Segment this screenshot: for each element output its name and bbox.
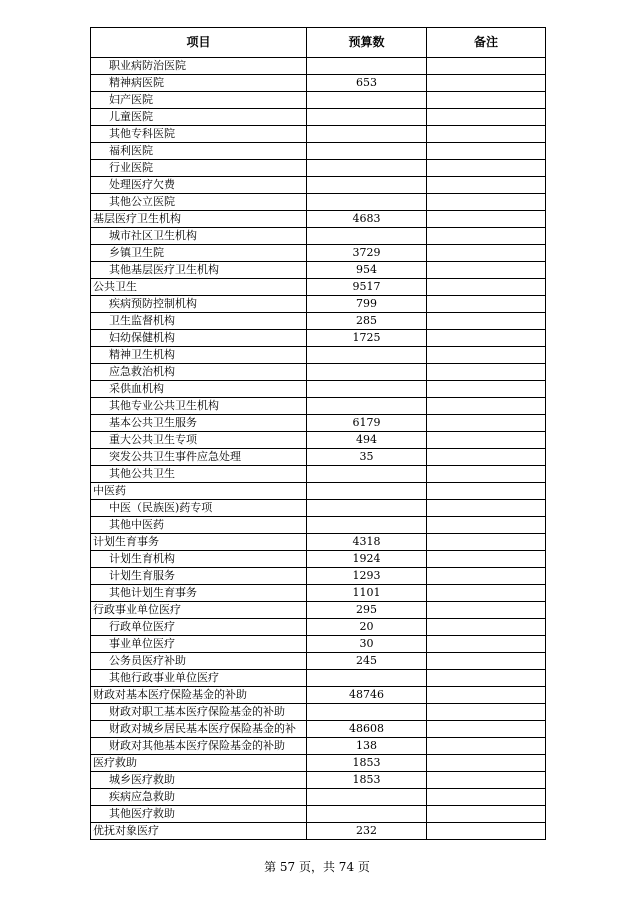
table-row (91, 160, 546, 177)
table-row (91, 619, 546, 636)
row-amount (307, 126, 427, 143)
row-amount (307, 160, 427, 177)
row-item-name: 其他公共卫生 (91, 466, 307, 483)
table-row (91, 313, 546, 330)
row-item-name: 财政对职工基本医疗保险基金的补助 (91, 704, 307, 721)
row-amount (307, 364, 427, 381)
row-amount (307, 704, 427, 721)
table-row (91, 211, 546, 228)
row-item-name: 疾病应急救助 (91, 789, 307, 806)
table-header-row (91, 28, 546, 58)
table-row (91, 364, 546, 381)
table-row (91, 721, 546, 738)
row-item-name: 行政单位医疗 (91, 619, 307, 636)
table-row (91, 772, 546, 789)
row-note (427, 466, 546, 483)
row-amount: 295 (307, 602, 427, 619)
table-body (91, 58, 546, 840)
row-item-name: 其他医疗救助 (91, 806, 307, 823)
table-row (91, 381, 546, 398)
row-note (427, 500, 546, 517)
table-row (91, 585, 546, 602)
table-row (91, 466, 546, 483)
row-note (427, 92, 546, 109)
table-row (91, 194, 546, 211)
row-note (427, 313, 546, 330)
row-item-name: 疾病预防控制机构 (91, 296, 307, 313)
row-note (427, 143, 546, 160)
row-item-name: 事业单位医疗 (91, 636, 307, 653)
row-item-name: 财政对城乡居民基本医疗保险基金的补 (91, 721, 307, 738)
row-amount: 4318 (307, 534, 427, 551)
row-item-name: 基层医疗卫生机构 (91, 211, 307, 228)
row-item-name: 中医（民族医)药专项 (91, 500, 307, 517)
table-row (91, 755, 546, 772)
row-note (427, 585, 546, 602)
row-note (427, 364, 546, 381)
row-item-name: 城乡医疗救助 (91, 772, 307, 789)
row-note (427, 687, 546, 704)
row-amount: 138 (307, 738, 427, 755)
table-row (91, 75, 546, 92)
row-item-name: 其他公立医院 (91, 194, 307, 211)
row-amount: 1924 (307, 551, 427, 568)
table-row (91, 806, 546, 823)
table-row (91, 789, 546, 806)
row-item-name: 基本公共卫生服务 (91, 415, 307, 432)
table-row (91, 92, 546, 109)
row-note (427, 279, 546, 296)
table-row (91, 109, 546, 126)
row-amount (307, 500, 427, 517)
row-amount: 1725 (307, 330, 427, 347)
budget-table (90, 27, 546, 840)
table-row (91, 653, 546, 670)
row-item-name: 优抚对象医疗 (91, 823, 307, 840)
row-amount (307, 92, 427, 109)
row-note (427, 755, 546, 772)
row-amount: 285 (307, 313, 427, 330)
row-note (427, 602, 546, 619)
row-item-name: 突发公共卫生事件应急处理 (91, 449, 307, 466)
row-item-name: 精神卫生机构 (91, 347, 307, 364)
row-amount (307, 806, 427, 823)
row-amount (307, 670, 427, 687)
row-item-name: 乡镇卫生院 (91, 245, 307, 262)
table-row (91, 262, 546, 279)
row-item-name: 其他中医药 (91, 517, 307, 534)
table-row (91, 500, 546, 517)
row-amount: 1853 (307, 755, 427, 772)
row-amount (307, 177, 427, 194)
row-note (427, 483, 546, 500)
row-item-name: 公务员医疗补助 (91, 653, 307, 670)
table-row (91, 432, 546, 449)
table-row (91, 687, 546, 704)
row-amount (307, 381, 427, 398)
row-note (427, 262, 546, 279)
row-note (427, 534, 546, 551)
row-item-name: 其他计划生育事务 (91, 585, 307, 602)
row-amount (307, 789, 427, 806)
row-amount (307, 517, 427, 534)
table-row (91, 534, 546, 551)
row-amount (307, 466, 427, 483)
table-row (91, 177, 546, 194)
row-amount (307, 109, 427, 126)
row-item-name: 计划生育事务 (91, 534, 307, 551)
row-item-name: 计划生育机构 (91, 551, 307, 568)
table-row (91, 568, 546, 585)
row-item-name: 中医药 (91, 483, 307, 500)
row-amount: 6179 (307, 415, 427, 432)
row-amount: 9517 (307, 279, 427, 296)
row-note (427, 228, 546, 245)
row-note (427, 721, 546, 738)
row-note (427, 381, 546, 398)
row-amount: 4683 (307, 211, 427, 228)
row-amount: 48608 (307, 721, 427, 738)
row-note (427, 551, 546, 568)
row-amount: 20 (307, 619, 427, 636)
table-row (91, 551, 546, 568)
row-item-name: 城市社区卫生机构 (91, 228, 307, 245)
row-note (427, 653, 546, 670)
row-item-name: 采供血机构 (91, 381, 307, 398)
row-item-name: 精神病医院 (91, 75, 307, 92)
table-row (91, 602, 546, 619)
table-row (91, 347, 546, 364)
row-amount: 35 (307, 449, 427, 466)
row-note (427, 670, 546, 687)
table-row (91, 126, 546, 143)
row-item-name: 财政对基本医疗保险基金的补助 (91, 687, 307, 704)
row-note (427, 245, 546, 262)
row-note (427, 806, 546, 823)
row-item-name: 医疗救助 (91, 755, 307, 772)
table-row (91, 228, 546, 245)
row-note (427, 415, 546, 432)
row-amount (307, 483, 427, 500)
row-item-name: 妇幼保健机构 (91, 330, 307, 347)
row-item-name: 职业病防治医院 (91, 58, 307, 75)
row-item-name: 应急救治机构 (91, 364, 307, 381)
row-note (427, 58, 546, 75)
table-row (91, 296, 546, 313)
row-item-name: 福利医院 (91, 143, 307, 160)
row-item-name: 计划生育服务 (91, 568, 307, 585)
row-amount: 232 (307, 823, 427, 840)
row-note (427, 177, 546, 194)
row-amount (307, 228, 427, 245)
row-note (427, 823, 546, 840)
row-note (427, 194, 546, 211)
row-amount: 245 (307, 653, 427, 670)
table-row (91, 823, 546, 840)
table-row (91, 670, 546, 687)
row-amount (307, 58, 427, 75)
row-note (427, 738, 546, 755)
row-note (427, 636, 546, 653)
row-note (427, 432, 546, 449)
row-note (427, 517, 546, 534)
row-note (427, 619, 546, 636)
row-note (427, 347, 546, 364)
row-note (427, 109, 546, 126)
table-row (91, 143, 546, 160)
row-note (427, 160, 546, 177)
row-item-name: 妇产医院 (91, 92, 307, 109)
row-amount (307, 398, 427, 415)
table-row (91, 398, 546, 415)
row-amount: 954 (307, 262, 427, 279)
row-amount: 799 (307, 296, 427, 313)
page-number: 第 57 页，共 74 页 (264, 860, 370, 874)
row-amount: 3729 (307, 245, 427, 262)
row-item-name: 财政对其他基本医疗保险基金的补助 (91, 738, 307, 755)
row-item-name: 其他行政事业单位医疗 (91, 670, 307, 687)
table-row (91, 704, 546, 721)
row-note (427, 330, 546, 347)
table-row (91, 449, 546, 466)
row-amount: 1293 (307, 568, 427, 585)
row-item-name: 处理医疗欠费 (91, 177, 307, 194)
table-row (91, 58, 546, 75)
row-note (427, 126, 546, 143)
row-note (427, 296, 546, 313)
row-amount (307, 194, 427, 211)
row-item-name: 行业医院 (91, 160, 307, 177)
row-note (427, 704, 546, 721)
table-row (91, 279, 546, 296)
table-row (91, 517, 546, 534)
row-item-name: 其他专科医院 (91, 126, 307, 143)
row-item-name: 其他基层医疗卫生机构 (91, 262, 307, 279)
row-amount: 48746 (307, 687, 427, 704)
table-row (91, 738, 546, 755)
table-row (91, 330, 546, 347)
row-amount: 1853 (307, 772, 427, 789)
row-amount: 653 (307, 75, 427, 92)
row-amount: 494 (307, 432, 427, 449)
row-note (427, 398, 546, 415)
row-note (427, 75, 546, 92)
row-note (427, 568, 546, 585)
header-amount: 预算数 (307, 28, 427, 58)
row-note (427, 789, 546, 806)
header-item: 项目 (91, 28, 307, 58)
row-note (427, 449, 546, 466)
row-amount (307, 143, 427, 160)
row-item-name: 卫生监督机构 (91, 313, 307, 330)
table-row (91, 483, 546, 500)
row-item-name: 其他专业公共卫生机构 (91, 398, 307, 415)
header-note: 备注 (427, 28, 546, 58)
row-item-name: 行政事业单位医疗 (91, 602, 307, 619)
table-row (91, 245, 546, 262)
row-item-name: 儿童医院 (91, 109, 307, 126)
row-note (427, 211, 546, 228)
table-row (91, 636, 546, 653)
table-row (91, 415, 546, 432)
row-amount: 1101 (307, 585, 427, 602)
row-item-name: 公共卫生 (91, 279, 307, 296)
row-note (427, 772, 546, 789)
row-amount (307, 347, 427, 364)
row-amount: 30 (307, 636, 427, 653)
row-item-name: 重大公共卫生专项 (91, 432, 307, 449)
